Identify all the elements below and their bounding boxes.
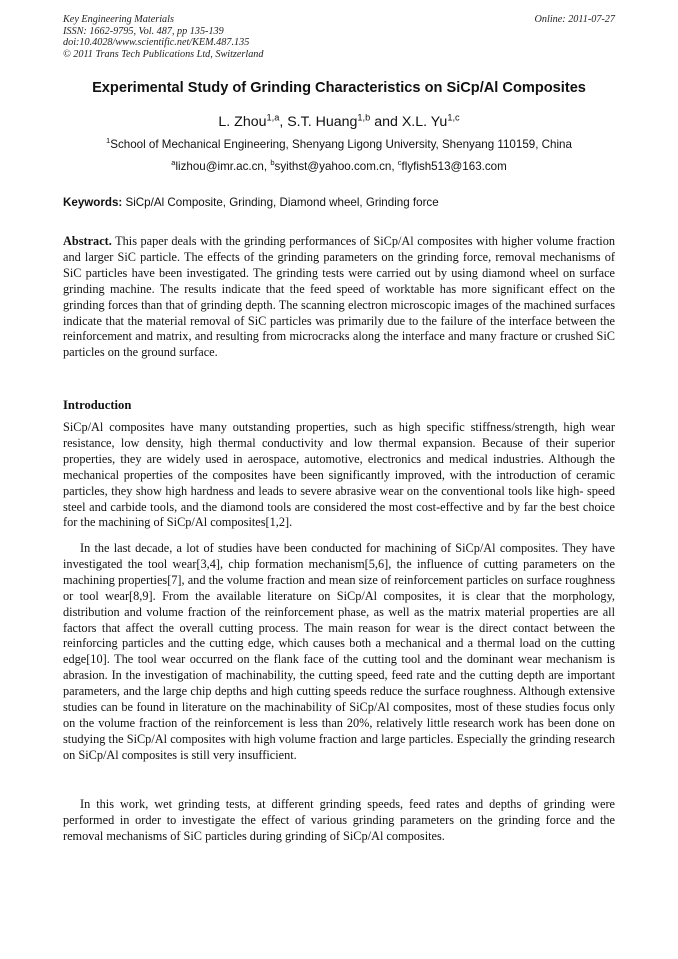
email-list <box>40 160 638 173</box>
email-superscript: a <box>171 158 176 168</box>
author-superscript: 1,b <box>357 112 371 123</box>
affiliation-text: School of Mechanical Engineering, Shenyang Ligong University, Shenyang 110159, China <box>110 138 572 151</box>
author-list <box>40 114 638 130</box>
email-link[interactable]: flyfish513@163.com <box>401 160 507 173</box>
abstract-paragraph <box>63 234 615 361</box>
author-separator: , <box>279 114 288 130</box>
author-name: L. Zhou <box>218 114 267 130</box>
journal-name: Key Engineering Materials <box>63 14 174 25</box>
section-heading-introduction: Introduction <box>63 398 132 412</box>
introduction-paragraph-2: In the last decade, a lot of studies have been conducted for machining of SiCp/Al composites. They have investigated the tool wear[3,4], chip formation mechanism[5,6], the influence of cutting parameters on the machining properties[7], and the volume fraction and mean size of reinforcement particles on surface roughness or tool wear[8,9]. From the available literature on SiCp/Al composites, it is clear that the morphology, distribution and volume fraction of the reinforcement phase, as well as the matrix material properties are all factors that affect the overall cutting process. The main reason for wear is the direct contact between the reinforcing particles and the cutting edge, which causes both a mechanical and a thermal load on the cutting edge[10]. The tool wear occurred on the flank face of the cutting tool and the dominant wear mechanism is abrasion. In the investigation of machinability, the cutting speed, feed rate and the cutting depth are important parameters, and the large chip depths and high cutting speeds reduce the surface roughness. Although extensive studies can be found in literature on the machinability of SiCp/Al composites, most of these studies focus only on the volume fraction of the reinforcement is less than 20%, relatively little research work has been done on studying the SiCp/Al composites with high volume fraction and large particles. Especially the grinding research on SiCp/Al composites is still very insufficient. <box>63 541 615 762</box>
email-link[interactable]: syithst@yahoo.com.cn, <box>274 160 398 173</box>
affiliation-superscript: 1 <box>106 136 111 146</box>
author-separator: and <box>370 114 402 130</box>
author-name: X.L. Yu <box>401 114 448 130</box>
keywords-label: Keywords: <box>63 196 123 209</box>
author-superscript: 1,c <box>447 112 460 123</box>
copyright-line: © 2011 Trans Tech Publications Ltd, Switzerland <box>63 48 264 60</box>
journal-header <box>63 14 615 60</box>
email-superscript: b <box>270 158 275 168</box>
keywords-text: SiCp/Al Composite, Grinding, Diamond wheel, Grinding force <box>122 196 439 209</box>
paper-title: Experimental Study of Grinding Characteristics on SiCp/Al Composites <box>92 80 586 96</box>
issn-line: ISSN: 1662-9795, Vol. 487, pp 135-139 <box>63 25 224 37</box>
email-link[interactable]: lizhou@imr.ac.cn, <box>175 160 271 173</box>
author-superscript: 1,a <box>266 112 280 123</box>
keywords <box>63 196 615 209</box>
introduction-paragraph-3: In this work, wet grinding tests, at different grinding speeds, feed rates and depths of grinding were performed in order to investigate the effect of various grinding parameters on the grinding force and the removal mechanisms of SiC particles during grinding of SiCp/Al composites. <box>63 797 615 843</box>
affiliation <box>40 138 638 151</box>
abstract-text: This paper deals with the grinding performances of SiCp/Al composites with higher volume fraction and larger SiC particle. The effects of the grinding parameters on the grinding force, removal mechanisms of SiC particles have been investigated. The grinding tests were carried out by using diamond wheel on surface grinding machine. The results indicate that the feed speed of worktable has more significant effect on the grinding forces than that of grinding depth. The scanning electron microscopic images of the machined surfaces indicate that the material removal of SiC particles was primarily due to the failure of the interface between the reinforcement and matrix, and resulting from microcracks along the interface and many fracture or crushed SiC particles on the ground surface. <box>63 234 615 360</box>
email-superscript: c <box>397 158 402 168</box>
introduction-paragraph-1: SiCp/Al composites have many outstanding properties, such as high specific stiffness/strength, high wear resistance, low density, high thermal conductivity and low thermal expansion. Because of their superior properties, they are widely used in aerospace, automotive, electronics and medical industries. Although the mechanical properties of the composites have been significantly improved, with the introduction of ceramic particles, they show high hardness and leads to severe abrasive wear on the conventional tools like high- speed steel and carbide tools, and the diamond tools are considered the most cost-effective and by far the best choice for the machining of SiCp/Al composites[1,2]. <box>63 420 615 530</box>
author-name: S.T. Huang <box>287 114 358 130</box>
abstract-label: Abstract. <box>63 234 112 248</box>
doi-line[interactable]: doi:10.4028/www.scientific.net/KEM.487.135 <box>63 37 250 48</box>
online-date: Online: 2011-07-27 <box>534 14 615 25</box>
